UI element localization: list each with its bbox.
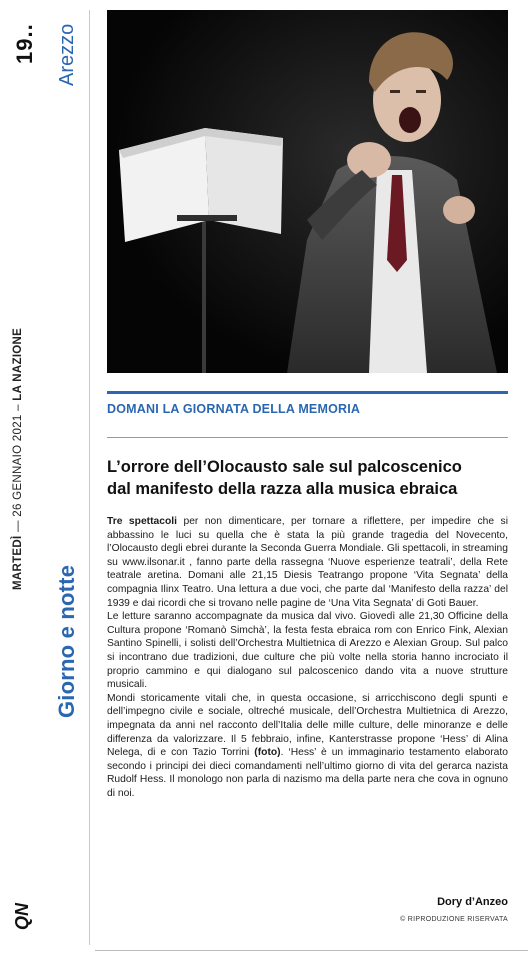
paragraph-3-text-a: Mondi storicamente vitali che, in questa occasione, si arricchiscono degli spunti e dell’impegno civile e sociale, oltreché musicale, dell’Orchestra Multietnica di Arezzo, impegnata da anni nel racconto dell’Italia delle mille culture, delle minoranze e delle differenza da valorizzare. Il 5 febbraio, infine, Kanterstrasse propone ‘Hess’ di Alina Nelega, di e con Tazio Torrini [107, 692, 508, 759]
article-author: Dory d’Anzeo [437, 896, 508, 908]
margin-column [0, 0, 79, 964]
theater-performer-photo [107, 10, 508, 373]
headline-line-2: dal manifesto della razza alla musica ebraica [107, 480, 458, 498]
page-number: 19.. [12, 23, 37, 64]
dateline-date: — 26 GENNAIO 2021 – [12, 400, 24, 536]
paragraph-1-text: per non dimenticare, per tornare a riflettere, per impedire che si abbassino le luci su quella che è stata la più grande tragedia del Novecento, l’Olocausto degli ebrei durante la Seconda Guerra Mondiale. Gli spettacoli, in streaming su www.ilsonar.it , fanno parte della rassegna ‘Nuove esperienze teatrali’, della Rete teatrale aretina. Domani alle 21,15 Diesis Teatrango propone ‘Vita Segnata’ della compagnia Ilinx Teatro. Una lettura a due voci, che parte dal ‘Manifesto della razza’ del 1939 e dai ricordi che si trovano nelle pagine de ‘Una Vita Segnata’ di Goti Bauer. [107, 516, 508, 609]
bottom-rule [95, 950, 528, 951]
paragraph-3-text-b: . ‘Hess’ è un immaginario testamento elaborato secondo i principi dei dieci comandamenti nell’ultimo giorno di vita del gerarca nazista Rudolf Hess. Il monologo non parla di nazismo ma della parte nera che cova in ognuno di noi. [107, 747, 508, 799]
copyright-notice: © RIPRODUZIONE RISERVATA [400, 916, 508, 923]
dateline-paper: LA NAZIONE [12, 327, 24, 401]
headline-line-1: L’orrore dell’Olocausto sale sul palcoscenico [107, 458, 462, 476]
photo-reference: (foto) [254, 747, 281, 759]
article-kicker: DOMANI LA GIORNATA DELLA MEMORIA [107, 402, 361, 416]
section-title: Giorno e notte [54, 564, 79, 718]
kicker-rule [107, 391, 508, 394]
article-body [107, 515, 508, 800]
dateline [12, 328, 24, 590]
dateline-day: MARTEDÌ [12, 535, 24, 590]
article-headline [107, 456, 512, 500]
column-divider [89, 10, 90, 945]
qn-logo: QN [12, 903, 32, 930]
photo-illustration [107, 10, 508, 373]
paragraph-3 [107, 692, 508, 801]
headline-rule [107, 437, 508, 438]
lead-in: Tre spettacoli [107, 516, 177, 527]
city-label: Arezzo [56, 23, 78, 86]
paragraph-1 [107, 515, 508, 610]
paragraph-2: Le letture saranno accompagnate da musica dal vivo. Giovedì alle 21,30 Officine della Cultura propone ‘Romanò Simchà’, la festa festa ebraica rom con Enrico Fink, Alexian Santino Spinelli, i solisti dell’Orchestra Multietnica di Arezzo e Alexian Group. Sul palco si incontrano due tradizioni, due culture che più volte nella storia hanno incrociato il proprio cammino e qui dialogano sul palcoscenico dando vita a nuove strutture musicali. [107, 611, 508, 691]
